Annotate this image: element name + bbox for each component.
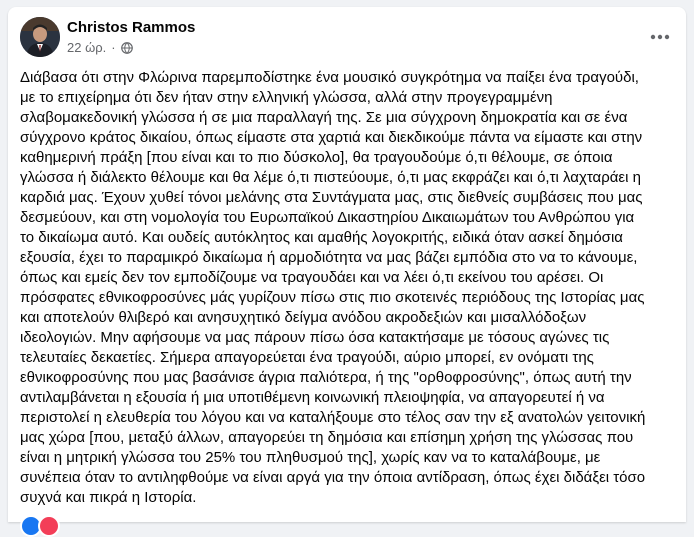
- author-name[interactable]: Christos Rammos: [67, 19, 196, 36]
- meta-separator: ·: [111, 40, 116, 55]
- globe-icon[interactable]: [121, 42, 133, 54]
- author-avatar[interactable]: [20, 17, 60, 57]
- reactions-summary[interactable]: [20, 515, 56, 537]
- more-options-icon[interactable]: [646, 23, 674, 51]
- post-timestamp[interactable]: 22 ώρ.: [67, 40, 107, 55]
- post-body-text: Διάβασα ότι στην Φλώρινα παρεμποδίστηκε ένα μουσικό συγκρότημα να παίξει ένα τραγούδι, με το επιχείρημα ότι δεν ήταν στην ελληνική γλώσσα, αλλά στην προγεγραμμένη σλαβομακεδονική γλώσσα ή σε μια παραλλαγή της. Σε μια σύγχρονη δημοκρατία και σε ένα σύγχρονο κράτος δικαίου, όπως είμαστε στα χαρτιά και διεκδικούμε πάντα να είμαστε και στην καθημερινή πράξη [που είναι και το πιο δύσκολο], θα τραγουδούμε ό,τι θέλουμε, σε όποια γλώσσα ή διάλεκτο θέλουμε και θα λέμε ό,τι πιστεύουμε, ό,τι μας εκφράζει και ό,τι λαχταράει η καρδιά μας. Έχουν χυθεί τόνοι μελάνης στα Συντάγματα μας, στις διεθνείς συμβάσεις που μας δεσμεύουν, και στη νομολογία του Ευρωπαϊκού Δικαστηρίου Δικαιωμάτων του Ανθρώπου για το δικαίωμα αυτό. Και ουδείς αυτόκλητος και αμαθής λογοκριτής, ειδικά όταν ασκεί δημόσια εξουσία, έχει το παραμικρό δικαίωμα ή αρμοδιότητα να μας βάζει εμπόδια στο να το κάνουμε, όπως και εμείς δεν τον εμποδίζουμε να τραγουδάει και να λέει ό,τι εκείνου του αρέσει. Οι πρόσφατες εθνικοφροσύνες μάς γυρίζουν πίσω στις πιο σκοτεινές περιόδους της Ιστορίας μας και αποτελούν θλιβερό και ανησυχητικό δείγμα ανόδου ακροδεξιών και μισαλλόδοξων ιδεολογιών. Μην αφήσουμε να μας πάρουν πίσω όσα κατακτήσαμε με τόσους αγώνες τις τελευταίες δεκαετίες. Σήμερα απαγορεύεται ένα τραγούδι, αύριο μπορεί, εν ονόματι της εθνικοφροσύνης που μας βασάνισε άγρια παλιότερα, ή της "ορθοφροσύνης", όπως αυτή την αντιλαμβάνεται η εξουσία ή μια υποτιθέμενη κοινωνική πλειοψηφία, να απαγορευτεί ή να περιστολεί η ελευθερία του λόγου και να καταλήξουμε στο τέλος σαν την εξ ανατολών γειτονική μας χώρα [που, μεταξύ άλλων, απαγορεύει τη δημόσια και επίσημη χρήση της γλώσσας που είναι η μητρική γλώσσα του 25% του πληθυσμού της], χωρίς καν να το καταλάβουμε, με συνέπεια όταν το αντιληφθούμε να είναι αργά για την όποια αντίδραση, όπως έχει διδάξει τόσο συχνά και πικρά η Ιστορία.: [20, 69, 646, 506]
- post-meta: [67, 40, 133, 55]
- post-card: [8, 7, 686, 522]
- avatar-image: [20, 17, 60, 57]
- love-reaction-icon: [38, 515, 60, 537]
